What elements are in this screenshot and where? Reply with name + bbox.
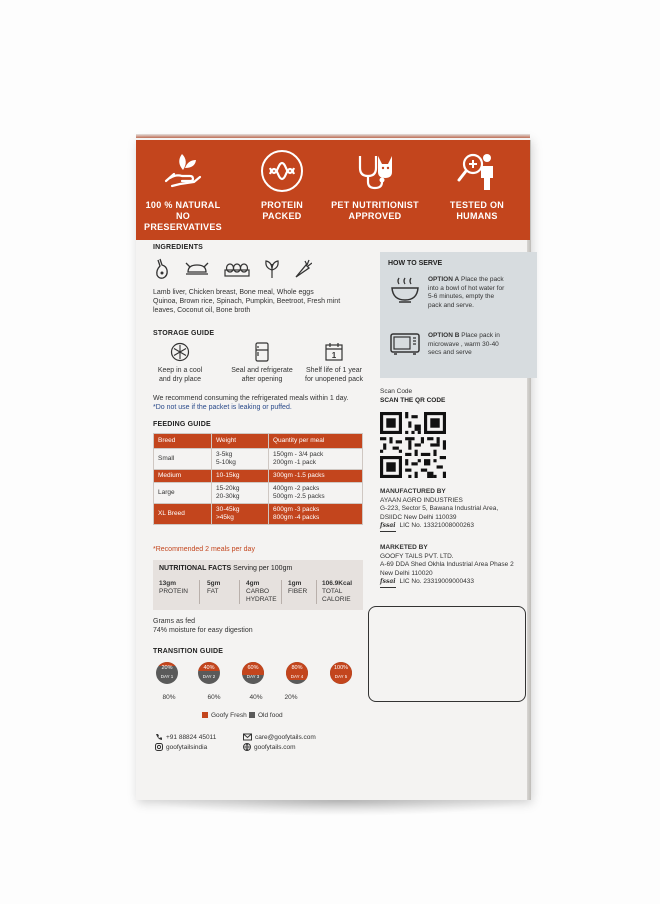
how-to-serve-panel [380,252,537,378]
option-b-text-2: microwave , warm 30-40 [428,340,499,348]
transition-day-5 [330,662,352,684]
storage-note-2: *Do not use if the packet is leaking or puffed. [153,404,292,411]
marketer-block [380,544,538,588]
manufacturer-addr-2: DSIIDC New Delhi 110039 [380,513,457,521]
contact-web-text: goofytails.com [254,744,296,751]
ingredient-icons [154,258,324,280]
chicken-icon [184,258,210,280]
transition-day: DAY 4 [290,674,304,679]
transition-day: DAY 5 [334,674,348,679]
feature-protein-line2: PACKED [262,211,302,221]
feeding-weight-1: 15-20kg [216,485,240,492]
nutrition-fiber [288,580,307,596]
qr-code[interactable] [380,412,446,478]
table-row [154,449,363,470]
marketer-addr-2: New Delhi 110020 [380,569,433,577]
legend-fresh-label: Goofy Fresh [211,712,247,719]
nutrition-fiber-value: 1gm [288,580,302,587]
transition-day-2 [198,662,220,684]
feeding-quantity [269,504,363,525]
feeding-weight [212,483,269,504]
feature-protein [237,148,327,222]
email-icon [243,733,252,741]
feature-nutritionist-line2: APPROVED [348,211,402,221]
contact-email-text: care@goofytails.com [255,734,316,741]
nutrition-carb [246,580,277,604]
feeding-header-quantity: Quantity per meal [269,434,363,449]
legend-fresh [202,712,247,719]
nutrition-carb-label-1: CARBO [246,588,270,595]
feeding-quantity [269,483,363,504]
manufacturer-addr-1: G-223, Sector 5, Bawana Industrial Area, [380,505,499,512]
transition-day-4 [286,662,308,684]
feeding-breed: Medium [154,470,212,483]
feeding-weight: 10-15kg [212,470,269,483]
feeding-weight-2: 20-30kg [216,493,240,500]
nutrition-calorie-value: 106.9Kcal [322,580,352,587]
feature-tested [432,148,522,222]
option-a [428,276,532,310]
feeding-header-breed: Breed [154,434,212,449]
scan-qr-label: SCAN THE QR CODE [380,397,446,404]
contact-phone [155,733,216,741]
storage-note-1: We recommend consuming the refrigerated meals within 1 day. [153,395,349,402]
transition-pct: 80% [291,665,303,671]
option-a-text-3: 5-6 minutes, empty the [428,293,495,300]
nutrition-fat [207,580,220,596]
protein-strand-icon [259,148,305,194]
contact-email [243,733,316,741]
fssai-logo: fssai [380,578,396,588]
ingredients-line2: Quinoa, Brown rice, Spinach, Pumpkin, Beetroot, Fresh mint [153,298,341,305]
storage-fridge-line2: after opening [241,376,283,383]
fridge-icon [254,342,270,362]
feeding-title: FEEDING GUIDE [153,421,211,428]
storage-item-shelf [296,342,372,384]
feature-natural-line1: 100 % NATURAL [145,200,221,210]
feeding-header-weight: Weight [212,434,269,449]
nutrition-carb-label-2: HYDRATE [246,596,277,603]
storage-cool-line1: Keep in a cool [157,367,203,374]
storage-shelf-line1: Shelf life of 1 year [305,367,363,374]
storage-item-cool [142,342,218,384]
marketer-name: GOOFY TAILS PVT. LTD. [380,552,454,560]
feeding-weight-1: 30-45kg [216,506,240,513]
feeding-quantity-2: 200gm -1 pack [273,459,316,466]
option-a-text-1: Place the pack [461,276,504,283]
transition-day: DAY 1 [160,674,174,679]
feeding-quantity-2: 800gm -4 packs [273,514,320,521]
feature-natural [138,148,228,233]
grams-as-fed: Grams as fed [153,618,196,625]
ingredients-line1: Lamb liver, Chicken breast, Bone meal, Whole eggs [153,289,314,296]
serve-title: HOW TO SERVE [388,260,443,267]
transition-day: DAY 2 [202,674,216,679]
hot-bowl-icon [390,276,420,304]
nutrition-calorie-label-1: TOTAL [322,588,343,595]
feature-nutritionist-line1: PET NUTRITIONIST [331,200,419,210]
eggs-icon [224,258,250,280]
feature-natural-line2: NO PRESERVATIVES [144,211,222,232]
phone-icon [155,733,163,741]
contact-web [243,743,296,751]
option-a-text-2: into a bowl of hot water for [428,284,505,292]
storage-fridge-line1: Seal and refrigerate [231,367,293,374]
feeding-table [153,433,363,525]
nutrition-serving: Serving per 100gm [233,565,293,572]
ingredients-line3: leaves, Coconut oil, Bone broth [153,307,251,314]
feeding-weight-1: 3-5kg [216,451,233,458]
transition-old-pct-3: 40% [249,694,263,701]
nutrition-fat-value: 5gm [207,580,221,587]
marketer-lic: LIC No. 23319009000433 [399,578,474,585]
lamb-leg-icon [154,258,170,280]
table-row [154,504,363,525]
storage-shelf-line2: for unopened pack [305,376,363,383]
person-magnifier-icon [454,148,500,194]
option-b [428,332,532,358]
nutrition-divider [239,580,240,604]
feeding-recommendation: *Recommended 2 meals per day [153,546,255,553]
manufacturer-lic: LIC No. 13321008000263 [399,522,474,529]
nutrition-title: NUTRITIONAL FACTS [159,565,232,572]
option-a-text-4: pack and serve. [428,301,474,309]
spinach-icon [262,258,282,280]
storage-cool-line2: and dry place [158,376,202,383]
nutrition-divider [281,580,282,604]
nutrition-protein-label: PROTEIN [159,588,188,595]
nutrition-protein [159,580,188,596]
transition-old-pct-4: 20% [284,694,298,701]
table-row [154,470,363,483]
feeding-weight-2: 5-10kg [216,459,236,466]
contact-phone-text: +91 88824 45011 [166,734,217,741]
feature-nutritionist [330,148,420,222]
feeding-header-row [154,434,363,449]
nutrition-divider [316,580,317,604]
legend-old-swatch [249,712,255,718]
feeding-weight-2: >45kg [216,514,234,521]
nutrition-protein-value: 13gm [159,580,176,587]
hand-leaf-icon [160,148,206,194]
nutrition-panel [153,560,363,610]
transition-day: DAY 3 [246,674,260,679]
marketer-title: MARKETED BY [380,544,428,551]
manufacturer-block [380,488,538,532]
transition-day-1 [156,662,178,684]
feeding-breed: Small [154,449,212,470]
feeding-quantity-2: 500gm -2.5 packs [273,493,325,500]
manufacturer-title: MANUFACTURED BY [380,488,446,495]
ingredients-title: INGREDIENTS [153,244,204,251]
storage-title: STORAGE GUIDE [153,330,215,337]
feeding-breed: XL Breed [154,504,212,525]
option-a-label: OPTION A [428,276,460,283]
legend-fresh-swatch [202,712,208,718]
feeding-weight [212,449,269,470]
feature-tested-line2: HUMANS [456,211,498,221]
feeding-weight [212,504,269,525]
marketer-addr-1: A-69 DDA Shed Okhla Industrial Area Phase 2 [380,561,514,568]
legend-old-label: Old food [258,712,283,719]
option-b-label: OPTION B [428,332,460,339]
legend-old [249,712,283,719]
nutrition-fiber-label: FIBER [288,588,308,595]
transition-old-pct-1: 80% [162,694,176,701]
globe-icon [243,743,251,751]
nutrition-fat-label: FAT [207,588,219,595]
microwave-icon [390,332,420,356]
batch-info-box [368,606,526,702]
transition-pct: 40% [203,665,215,671]
nutrition-divider [199,580,200,604]
nutrition-carb-value: 4gm [246,580,260,587]
feeding-quantity-1: 150gm - 3/4 pack [273,451,324,458]
contact-instagram-text: goofytailsindia [166,744,208,751]
nutrition-title-row [159,565,292,572]
feature-banner [136,140,530,240]
feeding-breed: Large [154,483,212,504]
nutrition-calorie-label-2: CALORIE [322,596,351,603]
scan-code-label: Scan Code [380,388,413,395]
feeding-quantity-1: 600gm -3 packs [273,506,320,513]
transition-pct: 20% [161,665,173,671]
transition-old-pct-2: 60% [207,694,221,701]
carrot-icon [292,258,312,280]
transition-title: TRANSITION GUIDE [153,648,224,655]
feeding-quantity-1: 400gm -2 packs [273,485,320,492]
calendar-icon [324,342,344,362]
transition-pct: 100% [333,665,349,671]
feature-protein-line1: PROTEIN [260,200,304,210]
moisture-note: 74% moisture for easy digestion [153,627,253,634]
feeding-quantity: 300gm -1.5 packs [269,470,363,483]
feature-tested-line1: TESTED ON [449,200,505,210]
nutrition-calorie [322,580,352,604]
option-b-text-3: secs and serve [428,349,472,356]
storage-item-fridge [224,342,300,384]
feeding-quantity [269,449,363,470]
instagram-icon [155,743,163,751]
dog-stethoscope-icon [352,148,398,194]
table-row [154,483,363,504]
transition-day-3 [242,662,264,684]
manufacturer-name: AYAAN AGRO INDUSTRIES [380,496,463,504]
snowflake-icon [170,342,190,362]
fssai-logo: fssai [380,522,396,532]
svg-text:1: 1 [331,351,337,360]
transition-pct: 60% [247,665,259,671]
contact-instagram [155,743,207,751]
option-b-text-1: Place pack in [461,332,500,339]
